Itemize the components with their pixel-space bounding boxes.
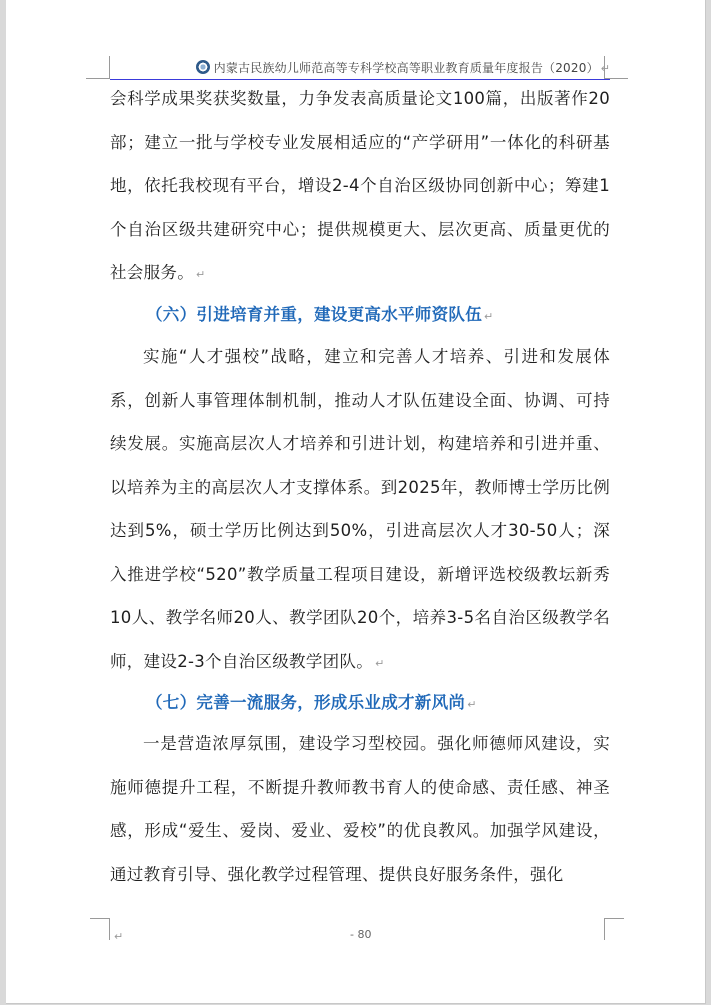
paragraph-mark-icon: ↵ bbox=[375, 656, 385, 670]
crop-mark bbox=[90, 918, 110, 919]
heading-text: （七）完善一流服务，形成乐业成才新风尚 bbox=[146, 693, 466, 712]
section-heading bbox=[146, 689, 477, 713]
body-paragraph bbox=[110, 335, 610, 685]
crop-mark bbox=[109, 918, 110, 940]
body-paragraph bbox=[110, 77, 610, 297]
paragraph-mark-icon: ↵ bbox=[467, 698, 477, 711]
paragraph-mark-icon: ↵ bbox=[196, 268, 206, 281]
heading-text: （六）引进培育并重，建设更高水平师资队伍 bbox=[146, 305, 482, 324]
document-page bbox=[6, 0, 706, 1004]
crop-mark bbox=[86, 78, 110, 79]
paragraph-mark-icon: ↵ bbox=[114, 930, 124, 943]
header-title: 内蒙古民族幼儿师范高等专科学校高等职业教育质量年度报告（2020） bbox=[213, 61, 599, 75]
paragraph-text: 会科学成果奖获奖数量，力争发表高质量论文100篇，出版著作20部；建立一批与学校专业发展相适应的“产学研用”一体化的科研基地，依托我校现有平台，增设2-4个自治区级协同创新中心；筹建1个自治区级共建研究中心；提供规模更大、层次更高、质量更优的社会服务。 bbox=[110, 89, 610, 282]
crop-mark bbox=[604, 918, 605, 940]
paragraph-text: 实施“人才强校”战略，建立和完善人才培养、引进和发展体系，创新人事管理体制机制，推动人才队伍建设全面、协调、可持续发展。实施高层次人才培养和引进计划，构建培养和引进并重、以培养为主的高层次人才支撑体系。到2025年，教师博士学历比例达到5%，硕士学历比例达到50%，引进高层次人才30-50人；深入推进学校“520”教学质量工程项目建设，新增评选校级教坛新秀10人、教学名师20人、教学团队20个，培养3-5名自治区级教学名师，建设2-3个自治区级教学团队。 bbox=[110, 347, 610, 671]
paragraph-mark-icon: ↵ bbox=[484, 310, 494, 323]
page-number: - 80 bbox=[350, 928, 372, 941]
body-paragraph bbox=[110, 722, 610, 896]
school-logo-icon bbox=[196, 60, 210, 74]
paragraph-text: 一是营造浓厚氛围，建设学习型校园。强化师德师风建设，实施师德提升工程，不断提升教师教书育人的使命感、责任感、神圣感，形成“爱生、爱岗、爱业、爱校”的优良教风。加强学风建设，通过教育引导、强化教学过程管理、提供良好服务条件，强化 bbox=[110, 734, 610, 884]
section-heading bbox=[146, 301, 494, 325]
crop-mark bbox=[604, 918, 624, 919]
paragraph-mark-icon: ↵ bbox=[600, 62, 610, 75]
